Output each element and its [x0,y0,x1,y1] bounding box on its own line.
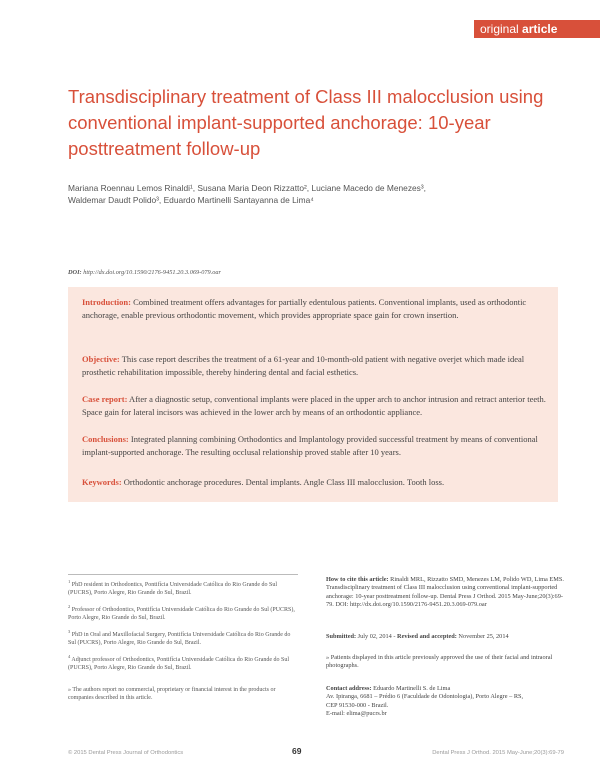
footer-copyright: © 2015 Dental Press Journal of Orthodontics [68,750,184,756]
conflict-statement: » The authors report no commercial, proprietary or financial interest in the products or companies described in this article. [68,687,276,702]
keywords-text: Orthodontic anchorage procedures. Dental implants. Angle Class III malocclusion. Tooth loss. [121,477,445,487]
article-title: Transdisciplinary treatment of Class III malocclusion using conventional implant-supported anchorage: 10-year posttreatment follow-up [68,86,544,159]
footnote-1-num: 1 [68,579,71,584]
how-to-cite [326,576,564,610]
footnote-4 [68,653,296,672]
submitted-label: Submitted: [326,633,357,640]
doi-label: DOI: [68,269,82,276]
contact-line-3: CEP 91530-000 - Brazil. [326,701,389,709]
abstract-objective [82,353,546,378]
objective-label: Objective: [82,354,120,364]
abstract-keywords [82,476,546,489]
authors-line-2: Waldemar Daudt Polido³, Eduardo Martinelli Santayanna de Lima⁴ [68,195,314,205]
cite-label: How to cite this article: [326,576,389,583]
contact-line-1 [326,685,564,693]
footnote-4-num: 4 [68,654,71,659]
contact-name: Eduardo Martinelli S. de Lima [371,685,451,692]
article-type-badge [474,20,600,38]
authors-line-1: Mariana Roennau Lemos Rinaldi¹, Susana Maria Deon Rizzatto², Luciane Macedo de Menezes³, [68,183,426,193]
introduction-label: Introduction: [82,297,131,307]
abstract-conclusions [82,433,546,458]
footnote-3 [68,628,296,647]
page-number: 69 [292,746,302,756]
abstract-box [68,287,558,502]
contact-address [326,685,564,719]
footnote-4-text: Adjunct professor of Orthodontics, Pontifícia Universidade Católica do Rio Grande do Sul (PUCRS), Porto Alegre, Rio Grande do Sul, Brazil. [68,657,290,672]
keywords-label: Keywords: [82,477,122,487]
footnote-3-text: PhD in Oral and Maxillofacial Surgery, Pontifícia Universidade Católica do Rio Grande do Sul (PUCRS), Porto Alegre, Rio Grande do Sul, Brazil. [68,632,291,647]
badge-strong: article [522,22,558,36]
contact-email[interactable]: E-mail: elima@pucrs.br [326,710,387,718]
author-list [68,182,538,206]
footnote-1 [68,578,296,597]
footnote-divider [68,574,298,575]
case-report-text: After a diagnostic setup, conventional implants were placed in the upper arch to anchor intrusion and retract anterior teeth. Space gain for lateral incisors was achieved in the lower arch by means of an orthodontic appliance. [82,394,546,417]
footnote-1-text: PhD resident in Orthodontics, Pontifícia Universidade Católica do Rio Grande do Sul (PUCRS), Porto Alegre, Rio Grande do Sul, Brazil. [68,582,278,597]
footnote-2-text: Professor of Orthodontics, Pontifícia Universidade Católica do Rio Grande do Sul (PUCRS), Porto Alegre, Rio Grande do Sul, Brazil. [68,607,295,622]
footer-journal-citation: Dental Press J Orthod. 2015 May-June;20(3):69-79 [432,750,564,756]
footnote-2-num: 2 [68,604,71,609]
patient-consent: » Patients displayed in this article previously approved the use of their facial and intraoral photographs. [326,654,553,670]
abstract-introduction [82,296,546,321]
introduction-text: Combined treatment offers advantages for partially edentulous patients. Conventional implants, used as orthodontic anchorage, enable previous orthodontic movement, which provides appropriate space gain for crown insertion. [82,297,527,320]
submitted-date: July 02, 2014 - [356,633,398,640]
footnote-2 [68,603,296,622]
case-report-label: Case report: [82,394,128,404]
conclusions-text: Integrated planning combining Orthodontics and Implantology provided successful treatment by means of conventional implant-supported anchorage. The resulting occlusal relationship proved stable after 10 years. [82,434,538,457]
revised-date: November 25, 2014 [456,633,509,640]
contact-line-2: Av. Ipiranga, 6681 – Prédio 6 (Faculdade de Odontologia), Porto Alegre – RS, [326,693,524,701]
badge-prefix: original [480,22,523,36]
revised-label: Revised and accepted: [397,633,457,640]
conclusions-label: Conclusions: [82,434,129,444]
submission-dates [326,633,564,641]
footnote-3-num: 3 [68,629,71,634]
cite-text: Rinaldi MRL, Rizzatto SMD, Menezes LM, Polido WD, Lima EMS. Transdisciplinary treatment of Class III malocclusion using conventional implant-supported anchorage: 10-year posttreatment follow-up. Dental Press J Orthod. 2015 May-June;20(3):69-79. DOI: http://dx.doi.org/10.1590/2176-9451.20.3.069-079.oar [326,576,564,609]
doi-link[interactable]: http://dx.doi.org/10.1590/2176-9451.20.3.069-079.oar [81,269,221,276]
doi-line[interactable] [68,269,221,276]
objective-text: This case report describes the treatment of a 61-year and 10-month-old patient with negative overjet which made ideal prosthetic rehabilitation impossible, thereby hindering dental and facial esthetics. [82,354,525,377]
abstract-case-report [82,393,546,418]
contact-label: Contact address: [326,685,372,692]
